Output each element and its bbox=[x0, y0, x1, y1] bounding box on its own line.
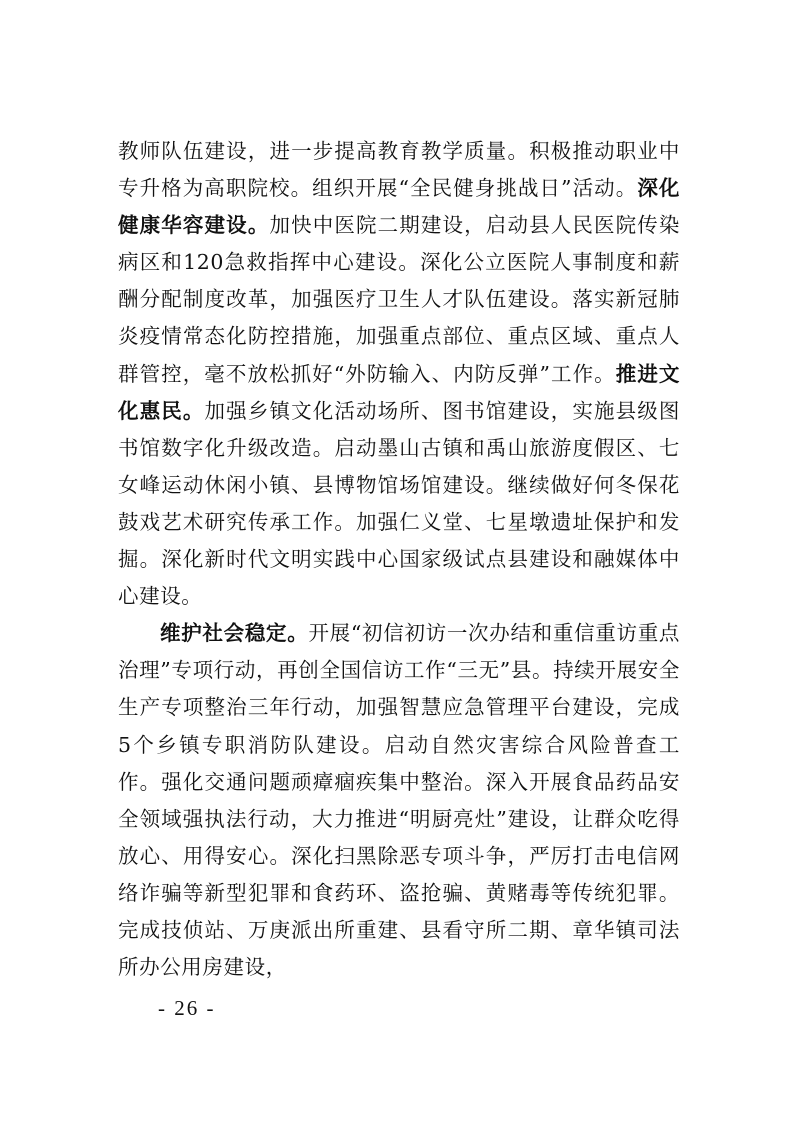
body-text bbox=[118, 133, 680, 986]
heading-healthy-huarong: 深化健康华容建设。 bbox=[118, 176, 681, 238]
text-segment: 加快中医院二期建设，启动县人民医院传染病区和120急救指挥中心建设。深化公立医院人事制度和薪酬分配制度改革，加强医疗卫生人才队伍建设。落实新冠肺炎疫情常态化防控措施，加强重点部位、重点区域、重点人群管控，毫不放松抓好“外防输入、内防反弹”工作。 bbox=[118, 213, 680, 386]
paragraph-social-stability bbox=[118, 615, 680, 986]
text-segment: 加强乡镇文化活动场所、图书馆建设，实施县级图书馆数字化升级改造。启动墨山古镇和禹山旅游度假区、七女峰运动休闲小镇、县博物馆场馆建设。继续做好何冬保花鼓戏艺术研究传承工作。加强仁义堂、七星墩遗址保护和发掘。深化新时代文明实践中心国家级试点县建设和融媒体中心建设。 bbox=[118, 398, 680, 609]
text-segment: 开展“初信初访一次办结和重信重访重点治理”专项行动，再创全国信访工作“三无”县。持续开展安全生产专项整治三年行动，加强智慧应急管理平台建设，完成5个乡镇专职消防队建设。启动自然灾害综合风险普查工作。强化交通问题顽瘴痼疾集中整治。深入开展食品药品安全领域强执法行动，大力推进“明厨亮灶”建设，让群众吃得放心、用得安心。深化扫黑除恶专项斗争，严厉打击电信网络诈骗等新型犯罪和食药环、盗抢骗、黄赌毒等传统犯罪。完成技侦站、万庚派出所重建、县看守所二期、章华镇司法所办公用房建设， bbox=[118, 621, 680, 980]
heading-social-stability: 维护社会稳定。 bbox=[160, 621, 309, 646]
text-segment: 教师队伍建设，进一步提高教育教学质量。积极推动职业中专升格为高职院校。组织开展“全民健身挑战日”活动。 bbox=[118, 139, 680, 201]
paragraph-education-health-culture bbox=[118, 133, 680, 615]
page-number: - 26 - bbox=[158, 996, 216, 1020]
heading-culture-benefit: 推进文化惠民。 bbox=[118, 361, 680, 423]
